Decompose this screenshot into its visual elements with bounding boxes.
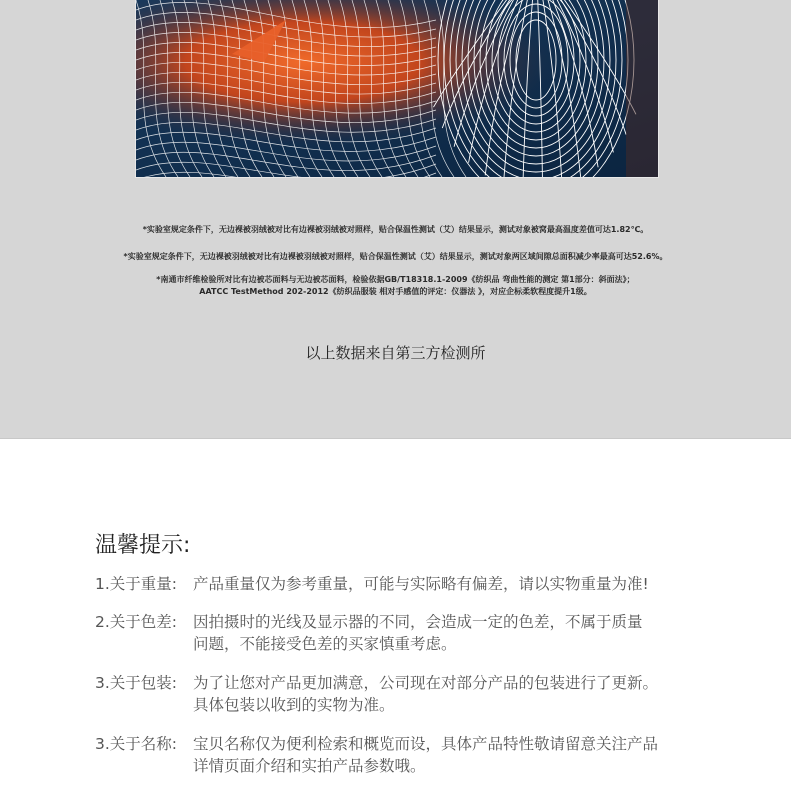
tip-line: 问题，不能接受色差的买家慎重考虑。 bbox=[193, 635, 457, 653]
footnote-3: *南通市纤维检验所对比有边被芯面料与无边被芯面料，检验依据GB/T18318.1-2009《纺织品 弯曲性能的测定 第1部分：斜面法》； bbox=[156, 275, 635, 284]
tip-line: 具体包装以收到的实物为准。 bbox=[193, 696, 395, 714]
tip-line: 因拍摄时的光线及显示器的不同，会造成一定的色差，不属于质量 bbox=[193, 613, 643, 631]
tip-label: 3.关于包装: bbox=[95, 674, 178, 692]
tips-title: 温馨提示: bbox=[95, 533, 191, 558]
tip-weight bbox=[95, 573, 735, 595]
tip-color bbox=[95, 611, 735, 655]
tip-label: 3.关于名称: bbox=[95, 735, 178, 753]
tip-line: 宝贝名称仅为便利检索和概览而设，具体产品特性敬请留意关注产品 bbox=[193, 735, 659, 753]
tip-line: 详情页面介绍和实拍产品参数哦。 bbox=[193, 757, 426, 775]
data-source-note: 以上数据来自第三方检测所 bbox=[305, 344, 486, 362]
wireframe-face-icon bbox=[136, 0, 658, 177]
tip-label: 2.关于色差: bbox=[95, 613, 178, 631]
footnote-1: *实验室规定条件下，无边裸被羽绒被对比有边裸被羽绒被对照样，贴合保温性测试（艾）结果显示，测试对象被窝最高温度差值可达1.82℃。 bbox=[142, 225, 649, 234]
tip-packaging bbox=[95, 672, 735, 716]
tip-name bbox=[95, 733, 735, 777]
footnote-4: AATCC TestMethod 202-2012《纺织品服装 相对手感值的评定：仪器法 》，对应企标柔软程度提升1级。 bbox=[199, 287, 592, 296]
tip-line: 为了让您对产品更加满意，公司现在对部分产品的包装进行了更新。 bbox=[193, 674, 659, 692]
footnote-2: *实验室规定条件下，无边裸被羽绒被对比有边裸被羽绒被对照样，贴合保温性测试（艾）结果显示，测试对象两区域间隙总面积减少率最高可达52.6%。 bbox=[123, 252, 668, 261]
wireframe-face-illustration bbox=[135, 0, 659, 178]
tip-line: 产品重量仅为参考重量，可能与实际略有偏差，请以实物重量为准! bbox=[193, 575, 649, 593]
tip-label: 1.关于重量: bbox=[95, 575, 178, 593]
